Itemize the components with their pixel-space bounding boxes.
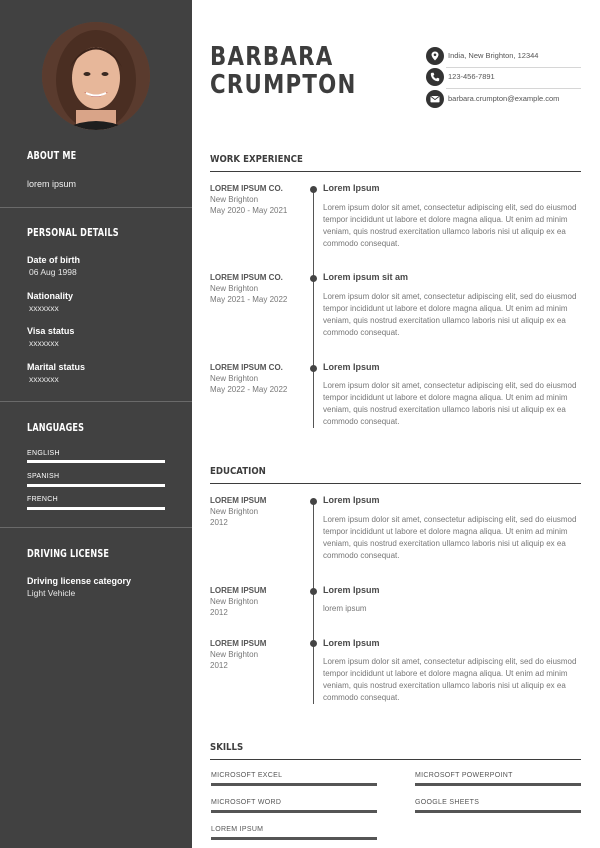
last-name: CRUMPTON — [210, 70, 357, 100]
entry-description: Lorem ipsum dolor sit amet, consectetur adipiscing elit, sed do eiusmod tempor incididunt ut labore et dolore magna aliqua. Ut enim ad minim veniam, quis nostrud exercitation ullamco laboris nisi ut aliquip ex ea commodo consequat. — [323, 203, 577, 248]
skill-level-bar — [415, 783, 581, 786]
personal-label: Marital status — [27, 362, 86, 372]
contact-location — [426, 47, 581, 69]
entry-organization: LOREM IPSUM CO. — [210, 184, 283, 193]
personal-value: xxxxxxx — [29, 374, 59, 384]
entry-dates: May 2020 - May 2021 — [210, 206, 288, 215]
skill-name: MICROSOFT EXCEL — [211, 772, 283, 779]
personal-label: Date of birth — [27, 255, 80, 265]
skills-title: SKILLS — [210, 742, 244, 753]
language-level-fill — [27, 507, 165, 510]
sidebar-divider — [0, 401, 192, 402]
entry-dates: 2012 — [210, 518, 228, 527]
sidebar — [0, 0, 192, 848]
language-name: ENGLISH — [27, 450, 60, 457]
timeline-dot — [310, 365, 317, 372]
phone-icon — [426, 68, 444, 86]
personal-value: xxxxxxx — [29, 303, 59, 313]
language-level-bar — [27, 507, 165, 510]
skill-name: MICROSOFT WORD — [211, 799, 282, 806]
skill-level-fill — [415, 810, 581, 813]
timeline-dot — [310, 588, 317, 595]
language-level-bar — [27, 460, 165, 463]
entry-title: Lorem Ipsum — [323, 585, 380, 595]
skill-level-bar — [211, 810, 377, 813]
entry-title: Lorem Ipsum — [323, 638, 380, 648]
entry-location: New Brighton — [210, 507, 259, 516]
timeline-dot — [310, 498, 317, 505]
candidate-name — [210, 43, 357, 99]
language-name: SPANISH — [27, 473, 60, 480]
contact-email-text: barbara.crumpton@example.com — [448, 94, 560, 103]
skill-level-fill — [211, 783, 377, 786]
section-rule — [210, 483, 581, 484]
driving-license-label: Driving license category — [27, 576, 132, 586]
language-level-fill — [27, 484, 165, 487]
skill-level-bar — [211, 837, 377, 840]
email-icon — [426, 90, 444, 108]
languages-title: LANGUAGES — [27, 422, 85, 434]
entry-title: Lorem Ipsum — [323, 362, 380, 372]
entry-organization: LOREM IPSUM — [210, 586, 267, 595]
sidebar-divider — [0, 207, 192, 208]
skill-name: LOREM IPSUM — [211, 826, 264, 833]
skill-level-bar — [211, 783, 377, 786]
entry-location: New Brighton — [210, 195, 259, 204]
entry-location: New Brighton — [210, 374, 259, 383]
personal-label: Nationality — [27, 291, 74, 301]
entry-location: New Brighton — [210, 650, 259, 659]
entry-description: Lorem ipsum dolor sit amet, consectetur adipiscing elit, sed do eiusmod tempor incididunt ut labore et dolore magna aliqua. Ut enim ad minim veniam, quis nostrud exercitation ullamco laboris nisi ut aliquip ex ea commodo consequat. — [323, 657, 577, 702]
entry-title: Lorem Ipsum — [323, 183, 380, 193]
personal-value: 06 Aug 1998 — [29, 267, 77, 277]
contact-phone-text: 123-456-7891 — [448, 72, 495, 81]
entry-organization: LOREM IPSUM CO. — [210, 363, 283, 372]
sidebar-divider — [0, 527, 192, 528]
personal-value: xxxxxxx — [29, 338, 59, 348]
entry-title: Lorem ipsum sit am — [323, 272, 409, 282]
entry-dates: May 2021 - May 2022 — [210, 295, 288, 304]
personal-details-title: PERSONAL DETAILS — [27, 227, 119, 239]
work-experience-title: WORK EXPERIENCE — [210, 154, 303, 165]
work-timeline-line — [313, 189, 314, 428]
timeline-dot — [310, 186, 317, 193]
section-rule — [210, 171, 581, 172]
section-rule — [210, 759, 581, 760]
skill-level-fill — [211, 810, 377, 813]
language-level-fill — [27, 460, 165, 463]
skill-level-fill — [211, 837, 377, 840]
personal-label: Visa status — [27, 326, 75, 336]
location-pin-icon — [426, 47, 444, 65]
entry-organization: LOREM IPSUM CO. — [210, 273, 283, 282]
entry-description: Lorem ipsum dolor sit amet, consectetur adipiscing elit, sed do eiusmod tempor incididunt ut labore et dolore magna aliqua. Ut enim ad minim veniam, quis nostrud exercitation ullamco laboris nisi ut aliquip ex ea commodo consequat. — [323, 381, 577, 426]
entry-description: Lorem ipsum dolor sit amet, consectetur adipiscing elit, sed do eiusmod tempor incididunt ut labore et dolore magna aliqua. Ut enim ad minim veniam, quis nostrud exercitation ullamco laboris nisi ut aliquip ex ea commodo consequat. — [323, 292, 577, 337]
contact-location-text: India, New Brighton, 12344 — [448, 51, 539, 60]
contact-phone — [426, 68, 581, 90]
language-level-bar — [27, 484, 165, 487]
timeline-dot — [310, 640, 317, 647]
contact-divider — [446, 88, 581, 89]
entry-dates: 2012 — [210, 661, 228, 670]
education-timeline-line — [313, 501, 314, 704]
skill-name: MICROSOFT POWERPOINT — [415, 772, 513, 779]
about-me-title: ABOUT ME — [27, 150, 77, 162]
entry-description: lorem ipsum — [323, 604, 367, 613]
skill-name: GOOGLE SHEETS — [415, 799, 480, 806]
entry-location: New Brighton — [210, 284, 259, 293]
entry-location: New Brighton — [210, 597, 259, 606]
contact-email — [426, 90, 581, 112]
entry-dates: May 2022 - May 2022 — [210, 385, 288, 394]
profile-photo — [42, 22, 150, 130]
about-me-text: lorem ipsum — [27, 179, 77, 189]
driving-license-value: Light Vehicle — [27, 588, 76, 598]
timeline-dot — [310, 275, 317, 282]
entry-organization: LOREM IPSUM — [210, 496, 267, 505]
first-name: BARBARA — [210, 42, 334, 72]
entry-organization: LOREM IPSUM — [210, 639, 267, 648]
skill-level-fill — [415, 783, 581, 786]
entry-dates: 2012 — [210, 608, 228, 617]
skill-level-bar — [415, 810, 581, 813]
education-title: EDUCATION — [210, 466, 266, 477]
language-name: FRENCH — [27, 496, 58, 503]
entry-title: Lorem Ipsum — [323, 495, 380, 505]
driving-license-title: DRIVING LICENSE — [27, 548, 110, 560]
entry-description: Lorem ipsum dolor sit amet, consectetur adipiscing elit, sed do eiusmod tempor incididunt ut labore et dolore magna aliqua. Ut enim ad minim veniam, quis nostrud exercitation ullamco laboris nisi ut aliquip ex ea commodo consequat. — [323, 515, 577, 560]
